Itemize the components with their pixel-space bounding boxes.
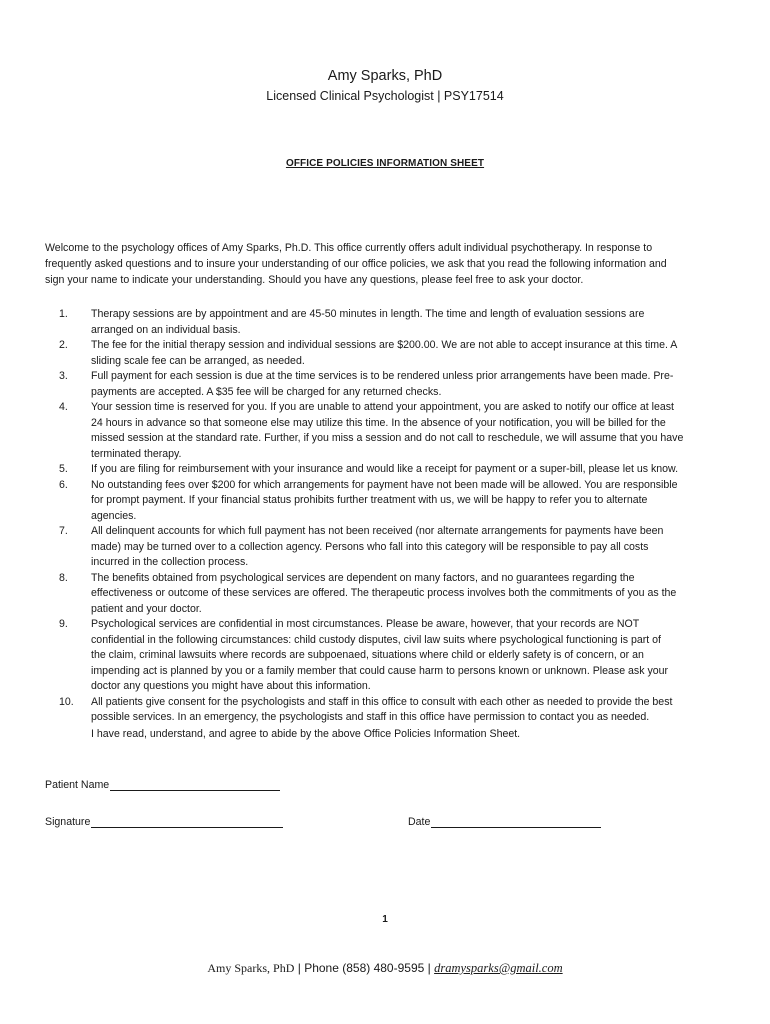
policy-number: 4. xyxy=(59,401,68,413)
signature-field[interactable] xyxy=(45,816,283,828)
policy-text-line: All patients give consent for the psychologists and staff in this office to consult with each other as needed to provide the best xyxy=(91,695,673,708)
policy-number: 5. xyxy=(59,463,68,475)
policy-item xyxy=(45,695,725,726)
policy-text-line: The benefits obtained from psychological services are dependent on many factors, and no guarantees regarding the xyxy=(91,571,635,584)
policy-text-line: made) may be turned over to a collection agency. Persons who fall into this category will be responsible to pay all costs xyxy=(91,540,649,553)
policy-text-line: terminated therapy. xyxy=(91,447,182,460)
policy-item xyxy=(45,524,725,571)
policy-text-line: arranged on an individual basis. xyxy=(91,323,241,336)
policy-text-line: impending act is planned by you or a family member that could cause harm to persons known or unknown. Please ask your xyxy=(91,664,669,677)
policy-text-line: incurred in the collection process. xyxy=(91,556,249,568)
patient-name-line[interactable] xyxy=(110,779,280,791)
doctor-credentials: Licensed Clinical Psychologist | PSY17514 xyxy=(266,89,504,103)
date-line[interactable] xyxy=(431,816,601,828)
policy-text-line: Therapy sessions are by appointment and are 45-50 minutes in length. The time and length of evaluation sessions are xyxy=(91,308,645,320)
policy-text-line: confidential in the following circumstances: child custody disputes, civil law suits where psychological functioning is part of xyxy=(91,633,661,646)
intro-line: frequently asked questions and to insure your understanding of our office policies, we ask that you read the following information and xyxy=(45,258,667,270)
policy-text-line: All delinquent accounts for which full payment has not been received (nor alternate arrangements for payments have been xyxy=(91,525,664,537)
date-field[interactable] xyxy=(408,816,601,828)
policy-text-line: agencies. xyxy=(91,509,137,522)
policy-text-line: missed session at the standard rate. Further, if you miss a session and do not call to reschedule, we will assume that you have xyxy=(91,432,684,444)
footer-phone: Phone (858) 480-9595 xyxy=(304,961,425,975)
policy-number: 10. xyxy=(59,695,74,708)
patient-name-field[interactable] xyxy=(45,779,280,791)
policy-number: 2. xyxy=(59,339,68,351)
policy-item xyxy=(45,462,725,478)
acknowledgement-statement: I have read, understand, and agree to abide by the above Office Policies Information Sheet. xyxy=(91,728,521,740)
policy-item xyxy=(45,369,725,400)
patient-name-label: Patient Name xyxy=(45,779,110,791)
footer-email-link[interactable]: dramysparks@gmail.com xyxy=(434,961,563,975)
policy-text-line: The fee for the initial therapy session and individual sessions are $200.00. We are not able to accept insurance at this time. A xyxy=(91,339,678,351)
footer xyxy=(0,961,770,976)
policy-text-line: No outstanding fees over $200 for which arrangements for payment have not been made will be allowed. You are responsible xyxy=(91,478,678,491)
policy-text-line: for prompt payment. If your financial status prohibits further treatment with us, we will be happy to refer you to alternate xyxy=(91,494,648,506)
intro-line: sign your name to indicate your understanding. Should you have any questions, please feel free to ask your doctor. xyxy=(45,274,584,286)
policy-number: 8. xyxy=(59,571,68,584)
policy-number: 9. xyxy=(59,618,68,630)
policy-text-line: doctor any questions you might have about this information. xyxy=(91,680,371,692)
intro-line: Welcome to the psychology offices of Amy Sparks, Ph.D. This office currently offers adult individual psychotherapy. In response to xyxy=(45,242,653,254)
footer-separator: | xyxy=(297,961,301,975)
policy-number: 7. xyxy=(59,525,68,537)
policy-item xyxy=(45,400,725,462)
policy-item xyxy=(45,307,725,338)
policy-text-line: If you are filing for reimbursement with your insurance and would like a receipt for payment or a super-bill, please let us know. xyxy=(91,463,679,475)
intro-paragraph xyxy=(45,240,725,288)
policy-item xyxy=(45,478,725,525)
policy-text-line: possible services. In an emergency, the psychologists and staff in this office have permission to contact you as needed. xyxy=(91,711,650,723)
policy-item xyxy=(45,338,725,369)
signature-label: Signature xyxy=(45,816,91,828)
policy-number: 3. xyxy=(59,370,68,382)
policy-text-line: sliding scale fee can be arranged, as needed. xyxy=(91,354,305,367)
policy-text-line: Psychological services are confidential in most circumstances. Please be aware, however, that your records are NOT xyxy=(91,618,640,630)
policy-text-line: the claim, criminal lawsuits where records are subpoenaed, situations where child or elderly safety is of concern, or an xyxy=(91,649,644,661)
policy-text-line: payments are accepted. A $35 fee will be charged for any returned checks. xyxy=(91,385,442,398)
signature-line[interactable] xyxy=(91,816,283,828)
policy-item xyxy=(45,617,725,695)
policy-number: 6. xyxy=(59,478,68,491)
policy-text-line: Full payment for each session is due at the time services is to be rendered unless prior arrangements have been made. Pre- xyxy=(91,370,674,382)
policy-number: 1. xyxy=(59,308,68,320)
policy-text-line: effectiveness or outcome of these services are offered. The therapeutic process involves both the commitments of you as the xyxy=(91,587,677,599)
policy-text-line: Your session time is reserved for you. If you are unable to attend your appointment, you are asked to notify our office at least xyxy=(91,401,674,413)
page-number: 1 xyxy=(382,914,388,925)
document-title: OFFICE POLICIES INFORMATION SHEET xyxy=(285,158,485,169)
footer-separator: | xyxy=(427,961,431,975)
date-label: Date xyxy=(408,816,431,828)
policy-text-line: patient and your doctor. xyxy=(91,602,202,615)
footer-name: Amy Sparks, PhD xyxy=(207,961,295,975)
doctor-name-heading: Amy Sparks, PhD xyxy=(327,68,443,84)
policy-item xyxy=(45,571,725,618)
policy-list xyxy=(45,307,725,726)
policy-text-line: 24 hours in advance so that someone else may utilize this time. In the absence of your notification, you will be billed for the xyxy=(91,416,666,429)
